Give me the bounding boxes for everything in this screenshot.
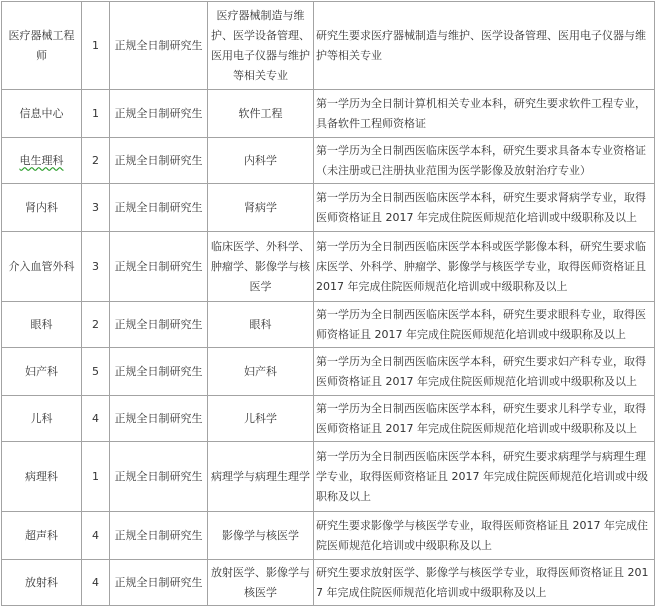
major-cell: 临床医学、外科学、肿瘤学、影像学与核医学 [208,232,314,302]
department-cell: 肾内科 [2,184,82,232]
major-cell: 影像学与核医学 [208,512,314,560]
requirement-cell: 第一学历为全日制西医临床医学本科，研究生要求肾病学专业，取得医师资格证且 2017 年完成住院医师规范化培训或中级职称及以上 [314,184,655,232]
count-cell: 1 [82,90,110,138]
education-cell: 正规全日制研究生 [110,138,208,184]
major-cell: 放射医学、影像学与核医学 [208,560,314,606]
department-cell: 病理科 [2,442,82,512]
department-cell: 超声科 [2,512,82,560]
major-cell: 软件工程 [208,90,314,138]
count-cell: 2 [82,302,110,348]
requirement-cell: 第一学历为全日制计算机相关专业本科，研究生要求软件工程专业，具备软件工程师资格证 [314,90,655,138]
education-cell: 正规全日制研究生 [110,90,208,138]
requirement-cell: 研究生要求医疗器械制造与维护、医学设备管理、医用电子仪器与维护等相关专业 [314,2,655,90]
table-row [2,396,655,442]
count-cell: 5 [82,348,110,396]
major-cell: 肾病学 [208,184,314,232]
count-cell: 1 [82,442,110,512]
count-cell: 4 [82,396,110,442]
education-cell: 正规全日制研究生 [110,184,208,232]
requirement-cell: 第一学历为全日制西医临床医学本科，研究生要求病理学与病理生理学专业，取得医师资格证且 2017 年完成住院医师规范化培训或中级职称及以上 [314,442,655,512]
education-cell: 正规全日制研究生 [110,560,208,606]
major-cell: 内科学 [208,138,314,184]
department-cell: 医疗器械工程师 [2,2,82,90]
department-cell: 介入血管外科 [2,232,82,302]
department-cell: 放射科 [2,560,82,606]
count-cell: 4 [82,560,110,606]
department-cell: 妇产科 [2,348,82,396]
recruitment-table [1,1,655,606]
major-cell: 病理学与病理生理学 [208,442,314,512]
major-cell: 眼科 [208,302,314,348]
requirement-cell: 第一学历为全日制西医临床医学本科，研究生要求妇产科专业，取得医师资格证且 2017 年完成住院医师规范化培训或中级职称及以上 [314,348,655,396]
table-row [2,2,655,90]
count-cell: 3 [82,232,110,302]
major-cell: 医疗器械制造与维护、医学设备管理、医用电子仪器与维护等相关专业 [208,2,314,90]
education-cell: 正规全日制研究生 [110,442,208,512]
table-row [2,138,655,184]
table-row [2,90,655,138]
department-cell [2,138,82,184]
table-row [2,560,655,606]
department-label: 电生理科 [19,153,64,167]
department-cell: 儿科 [2,396,82,442]
department-cell: 眼科 [2,302,82,348]
education-cell: 正规全日制研究生 [110,512,208,560]
major-cell: 妇产科 [208,348,314,396]
table-row [2,302,655,348]
count-cell: 1 [82,2,110,90]
requirement-cell: 第一学历为全日制西医临床医学本科，研究生要求眼科专业，取得医师资格证且 2017 年完成住院医师规范化培训或中级职称及以上 [314,302,655,348]
requirement-cell: 研究生要求影像学与核医学专业，取得医师资格证且 2017 年完成住院医师规范化培训或中级职称及以上 [314,512,655,560]
requirement-cell: 第一学历为全日制西医临床医学本科或医学影像本科，研究生要求临床医学、外科学、肿瘤学、影像学与核医学专业，取得医师资格证且 2017 年完成住院医师规范化培训或中级职称及以上 [314,232,655,302]
requirement-cell: 研究生要求放射医学、影像学与核医学专业，取得医师资格证且 2017 年完成住院医师规范化培训或中级职称及以上 [314,560,655,606]
table-row [2,184,655,232]
major-cell: 儿科学 [208,396,314,442]
education-cell: 正规全日制研究生 [110,232,208,302]
table-row [2,512,655,560]
count-cell: 2 [82,138,110,184]
table-row [2,232,655,302]
education-cell: 正规全日制研究生 [110,2,208,90]
education-cell: 正规全日制研究生 [110,348,208,396]
table-row [2,442,655,512]
requirement-cell: 第一学历为全日制西医临床医学本科，研究生要求儿科学专业，取得医师资格证且 2017 年完成住院医师规范化培训或中级职称及以上 [314,396,655,442]
table-row [2,348,655,396]
count-cell: 3 [82,184,110,232]
department-cell: 信息中心 [2,90,82,138]
education-cell: 正规全日制研究生 [110,396,208,442]
education-cell: 正规全日制研究生 [110,302,208,348]
requirement-cell: 第一学历为全日制西医临床医学本科，研究生要求具备本专业资格证（未注册或已注册执业范围为医学影像及放射治疗专业） [314,138,655,184]
count-cell: 4 [82,512,110,560]
